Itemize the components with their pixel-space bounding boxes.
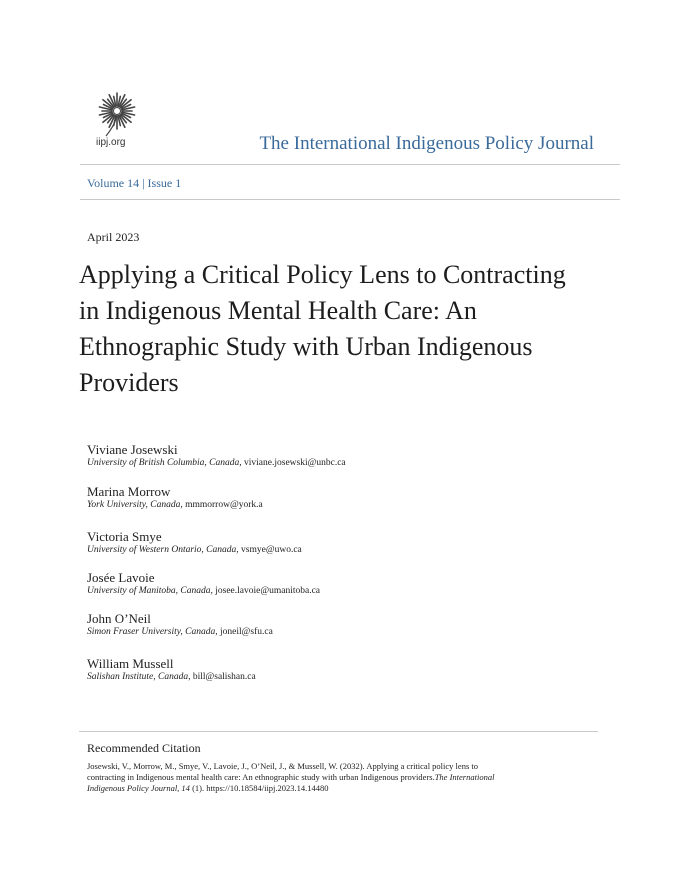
author-email[interactable]: vsmye@uwo.ca: [241, 545, 302, 555]
issue-link[interactable]: Issue 1: [147, 176, 182, 190]
citation-text: [87, 761, 517, 794]
author-affiliation: Salishan Institute, Canada,: [87, 672, 191, 682]
author-affiliation: University of Manitoba, Canada,: [87, 586, 213, 596]
author-affiliation: York University, Canada,: [87, 500, 183, 510]
author-affiliation: University of British Columbia, Canada,: [87, 458, 242, 468]
citation-doi[interactable]: (1). https://10.18584/iipj.2023.14.14480: [189, 783, 329, 793]
header-divider: [80, 164, 620, 165]
author-name: John O’Neil: [87, 611, 151, 626]
volume-divider: [80, 199, 620, 200]
volume-issue-line: [87, 176, 181, 191]
author-email[interactable]: viviane.josewski@unbc.ca: [244, 458, 346, 468]
author-name: Viviane Josewski: [87, 442, 178, 457]
author-entry: [87, 529, 607, 557]
publication-date: April 2023: [87, 230, 140, 244]
journal-title[interactable]: The International Indigenous Policy Journal: [259, 133, 594, 154]
citation-journal: The International Indigenous Policy Journal, 14: [87, 772, 495, 793]
author-entry: [87, 611, 607, 639]
author-affiliation: Simon Fraser University, Canada,: [87, 627, 218, 637]
volume-issue-separator: |: [142, 176, 145, 190]
citation-body: Josewski, V., Morrow, M., Smye, V., Lavoie, J., O’Neil, J., & Mussell, W. (2032). Applying a critical policy lens to contracting in Indigenous mental health care: An ethnographic study with urban Indigenous providers.: [87, 761, 478, 782]
author-email[interactable]: bill@salishan.ca: [192, 672, 256, 682]
author-affiliation: University of Western Ontario, Canada,: [87, 545, 239, 555]
author-name: William Mussell: [87, 656, 174, 671]
logo-url-text[interactable]: iipj.org: [96, 137, 126, 148]
author-entry: [87, 442, 607, 470]
author-entry: [87, 570, 607, 598]
volume-link[interactable]: Volume 14: [87, 176, 140, 190]
author-email[interactable]: mmmorrow@york.a: [185, 500, 263, 510]
author-entry: [87, 656, 607, 684]
citation-divider: [79, 731, 598, 732]
citation-heading: Recommended Citation: [87, 741, 201, 755]
flower-logo-icon: [96, 92, 138, 138]
author-name: Josée Lavoie: [87, 570, 155, 585]
author-name: Victoria Smye: [87, 529, 162, 544]
author-entry: [87, 484, 607, 512]
author-email[interactable]: joneil@sfu.ca: [220, 627, 273, 637]
article-title: Applying a Critical Policy Lens to Contracting in Indigenous Mental Health Care: An Ethnographic Study with Urban Indigenous Providers: [79, 260, 566, 397]
author-name: Marina Morrow: [87, 484, 171, 499]
author-email[interactable]: josee.lavoie@umanitoba.ca: [215, 586, 321, 596]
